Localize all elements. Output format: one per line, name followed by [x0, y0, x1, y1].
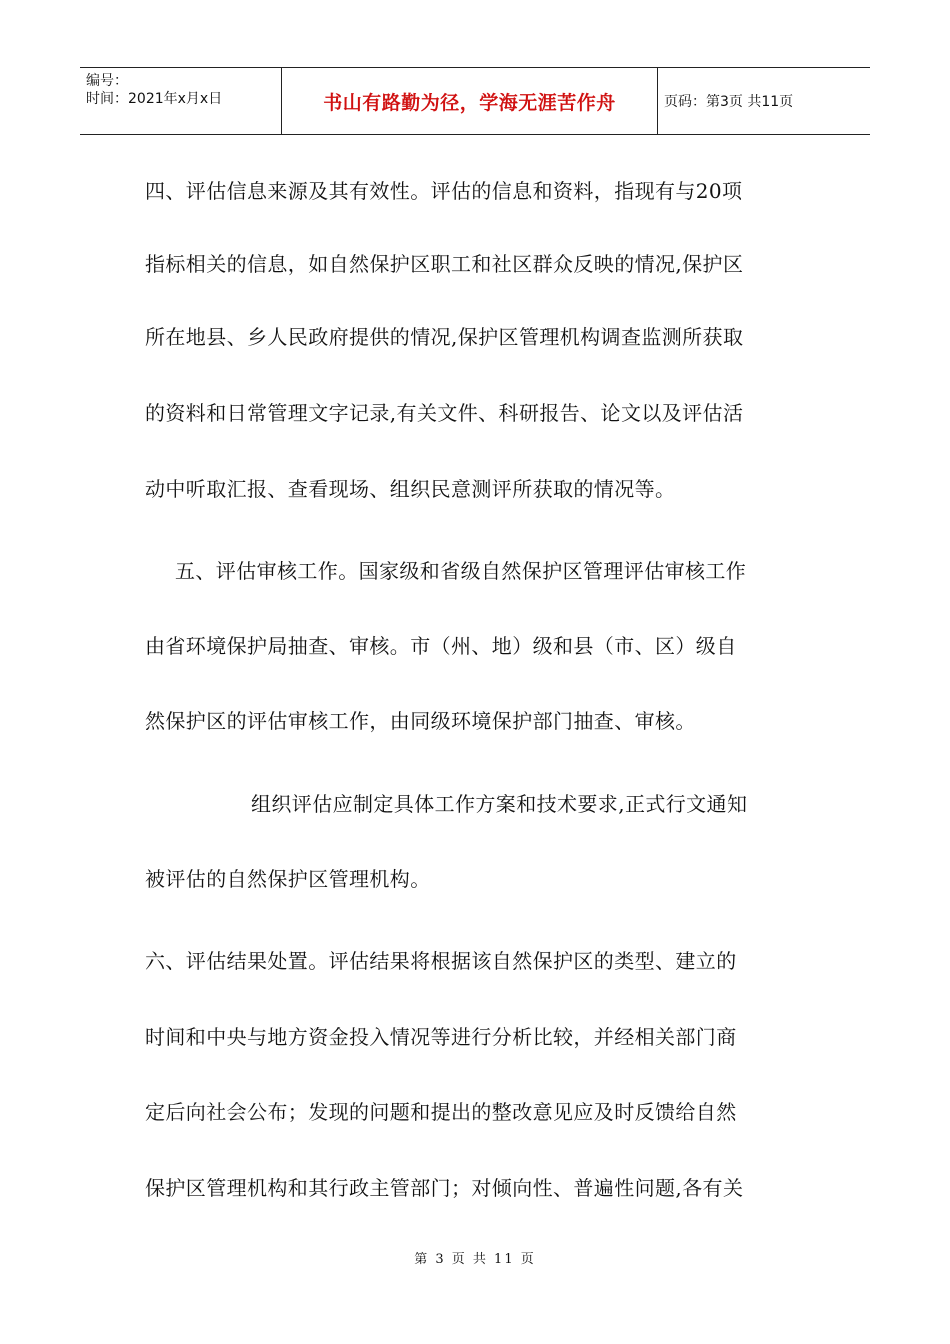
body-line: 动中听取汇报、查看现场、组织民意测评所获取的情况等。: [145, 477, 676, 501]
header-page-info-cell: [658, 68, 870, 134]
body-line: 组织评估应制定具体工作方案和技术要求,正式行文通知: [251, 792, 748, 816]
time-label: 时间：2021年x月x日: [86, 91, 223, 107]
header-motto-cell: [282, 68, 658, 134]
body-line: 六、评估结果处置。评估结果将根据该自然保护区的类型、建立的: [145, 949, 737, 973]
page-info-text: 页码：第3页 共11页: [664, 94, 794, 110]
page-footer: 第 3 页 共 11 页: [414, 1252, 536, 1267]
motto-text: 书山有路勤为径，学海无涯苦作舟: [323, 91, 616, 114]
header-meta: [80, 68, 282, 134]
body-line: 四、评估信息来源及其有效性。评估的信息和资料，指现有与20项: [145, 179, 743, 203]
body-line: 五、评估审核工作。国家级和省级自然保护区管理评估审核工作: [175, 559, 747, 583]
body-line: 所在地县、乡人民政府提供的情况,保护区管理机构调查监测所获取: [145, 325, 744, 349]
body-line: 由省环境保护局抽查、审核。市（州、地）级和县（市、区）级自: [145, 634, 737, 658]
body-line: 的资料和日常管理文字记录,有关文件、科研报告、论文以及评估活: [145, 401, 744, 425]
body-line: 保护区管理机构和其行政主管部门；对倾向性、普遍性问题,各有关: [145, 1176, 744, 1200]
body-line: 时间和中央与地方资金投入情况等进行分析比较，并经相关部门商: [145, 1025, 737, 1049]
body-line: 然保护区的评估审核工作，由同级环境保护部门抽查、审核。: [145, 709, 696, 733]
number-label: 编号：: [86, 73, 128, 89]
body-line: 被评估的自然保护区管理机构。: [145, 867, 431, 891]
page-header: [80, 67, 870, 135]
body-line: 定后向社会公布；发现的问题和提出的整改意见应及时反馈给自然: [145, 1100, 737, 1124]
body-line: 指标相关的信息，如自然保护区职工和社区群众反映的情况,保护区: [145, 252, 744, 276]
